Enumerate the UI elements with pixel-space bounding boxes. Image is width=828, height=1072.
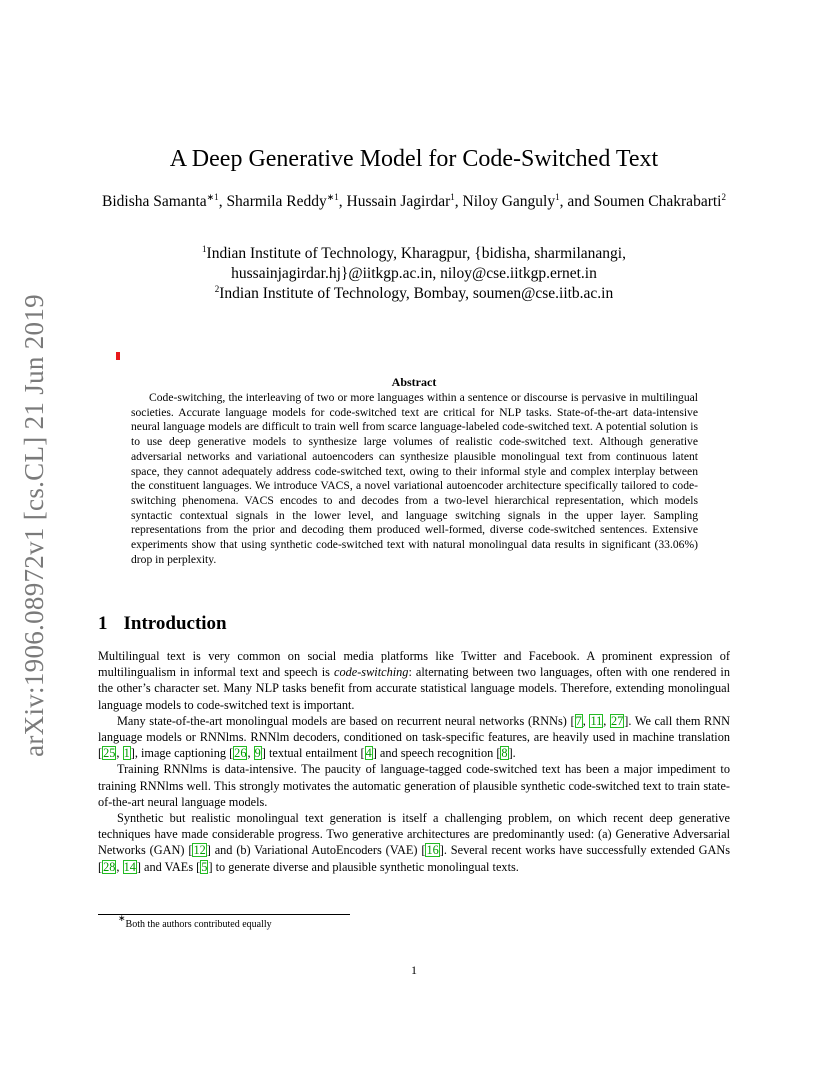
affiliation-mark: 1	[202, 244, 207, 254]
paragraph	[98, 810, 730, 875]
abstract-text: Code-switching, the interleaving of two or more languages within a sentence or discourse is pervasive in multilingual societies. Accurate language models for code-switched text are critical for NLP tasks. State-of-the-art data-intensive neural language models are difficult to train well from scarce language-labeled code-switched text. A potential solution is to use deep generative models to synthesize large volumes of realistic code-switched text. Although generative adversarial networks and variational autoencoders can synthesize plausible monolingual text from continuous latent space, they cannot adequately address code-switched text, owing to their informal style and complex interplay between the constituent languages. We introduce VACS, a novel variational autoencoder architecture specifically tailored to code-switching phenomena. VACS encodes to and decodes from a two-level hierarchical representation, which models syntactic contextual signals in the lower level, and language switching signals in the upper layer. Sampling representations from the prior and decoding them produced well-formed, diverse code-switched sentences. Extensive experiments show that using synthetic code-switched text with natural monolingual data results in significant (33.06%) drop in perplexity.	[131, 391, 698, 566]
page-number: 1	[411, 963, 417, 977]
author-affiliation-mark: ∗1	[326, 192, 339, 202]
author-affiliation-mark: ∗1	[206, 192, 219, 202]
affiliation-mark: 2	[214, 284, 220, 294]
section-heading	[98, 613, 227, 635]
author-name: Bidisha Samanta	[102, 193, 207, 210]
citation-link[interactable]: 26	[234, 746, 247, 761]
section-number: 1	[98, 613, 108, 634]
citation-link[interactable]: 9	[254, 746, 261, 761]
text-run: ,	[582, 713, 590, 728]
text-run: ] to generate diverse and plausible synthetic monolingual texts.	[208, 859, 519, 874]
text-run: : alternating between two languages, often with one rendered in the other’s character set. Many NLP tasks benefit from accurate statistical language models. Therefore, extending monolingual language models to code-switched text is important.	[98, 665, 730, 712]
emphasis: code-switching	[333, 665, 409, 680]
text-run: ] and speech recognition [	[372, 746, 501, 761]
citation-link[interactable]: 7	[575, 713, 582, 728]
author-name: Hussain Jagirdar	[346, 193, 451, 210]
footnote-rule	[98, 914, 350, 915]
author-name: Soumen Chakrabarti	[593, 193, 722, 210]
affiliation-text: Indian Institute of Technology, Kharagpur, {bidisha, sharmilanangi, hussainjagirdar.hj}@iitkgp.ac.in, niloy@cse.iitkgp.ernet.in	[206, 245, 626, 282]
red-marker	[116, 352, 120, 360]
text-run: ] and (b) Variational AutoEncoders (VAE) [	[206, 843, 426, 858]
citation-link[interactable]: 5	[201, 859, 208, 874]
affiliations	[120, 244, 708, 304]
abstract-heading: Abstract	[391, 375, 437, 389]
affiliation	[120, 284, 708, 304]
text-run: Many state-of-the-art monolingual models are based on recurrent neural networks (RNNs) [	[117, 713, 575, 728]
paragraph	[98, 761, 730, 810]
author-separator: ,	[338, 193, 347, 210]
author-separator: ,	[218, 193, 227, 210]
section-title: Introduction	[123, 613, 227, 634]
citation-link[interactable]: 11	[590, 713, 603, 728]
text-run: Multilingual text is very common on social media platforms like Twitter and Facebook. A prominent expression of multilingualism in informal text and speech is	[98, 649, 730, 680]
footnote	[118, 913, 272, 930]
text-run: ].	[508, 746, 516, 761]
paragraph	[98, 713, 730, 762]
citation-link[interactable]: 8	[501, 746, 508, 761]
text-run: ], image captioning [	[130, 746, 234, 761]
citation-link[interactable]: 27	[610, 713, 624, 728]
citation-link[interactable]: 14	[123, 859, 136, 874]
citation-link[interactable]: 12	[193, 843, 206, 858]
text-run: Training RNNlms is data-intensive. The paucity of language-tagged code-switched text has been a major impediment to training RNNlms well. This strongly motivates the automatic generation of plausible synthetic code-switched text to train state-of-the-art neural language models.	[98, 762, 730, 809]
affiliation	[120, 244, 708, 284]
text-run: ,	[116, 859, 123, 874]
text-run: ]. Several recent works have successfully extended GANs [	[98, 843, 731, 874]
citation-link[interactable]: 28	[103, 859, 116, 874]
paragraph	[98, 648, 730, 713]
arxiv-stamp	[14, 290, 54, 760]
text-run: Synthetic but realistic monolingual text generation is itself a challenging problem, on which recent deep generative techniques have made considerable progress. Two generative architectures are predominantly used: (a) Generative Adversarial Networks (GAN) [	[98, 811, 730, 858]
footnote-mark: ∗	[118, 913, 126, 923]
text-run: ,	[247, 746, 254, 761]
text-run: ,	[116, 746, 123, 761]
author-list	[100, 192, 728, 212]
paper-title: A Deep Generative Model for Code-Switched Text	[169, 146, 659, 172]
affiliation-text: Indian Institute of Technology, Bombay, soumen@cse.iitb.ac.in	[219, 285, 614, 302]
footnote-text: Both the authors contributed equally	[125, 919, 272, 930]
author-affiliation-mark: 2	[721, 192, 726, 202]
text-run: ] and VAEs [	[136, 859, 201, 874]
text-run: ] textual entailment [	[261, 746, 365, 761]
citation-link[interactable]: 1	[123, 746, 130, 761]
introduction-body	[98, 648, 730, 875]
author-affiliation-mark: 1	[555, 192, 560, 202]
citation-link[interactable]: 25	[103, 746, 116, 761]
citation-link[interactable]: 16	[426, 843, 439, 858]
citation-link[interactable]: 4	[365, 746, 372, 761]
author-affiliation-mark: 1	[450, 192, 455, 202]
text-run: ,	[603, 713, 610, 728]
arxiv-id: arXiv:1906.08972v1 [cs.CL] 21 Jun 2019	[18, 293, 49, 757]
author-name: Niloy Ganguly	[462, 193, 556, 210]
text-run: ]. We call them RNN language models or RNNlms. RNNlm decoders, conditioned on task-specific features, are heavily used in machine translation [	[98, 713, 731, 761]
author-name: Sharmila Reddy	[226, 193, 327, 210]
author-separator: ,	[454, 193, 463, 210]
author-separator: , and	[559, 193, 594, 210]
